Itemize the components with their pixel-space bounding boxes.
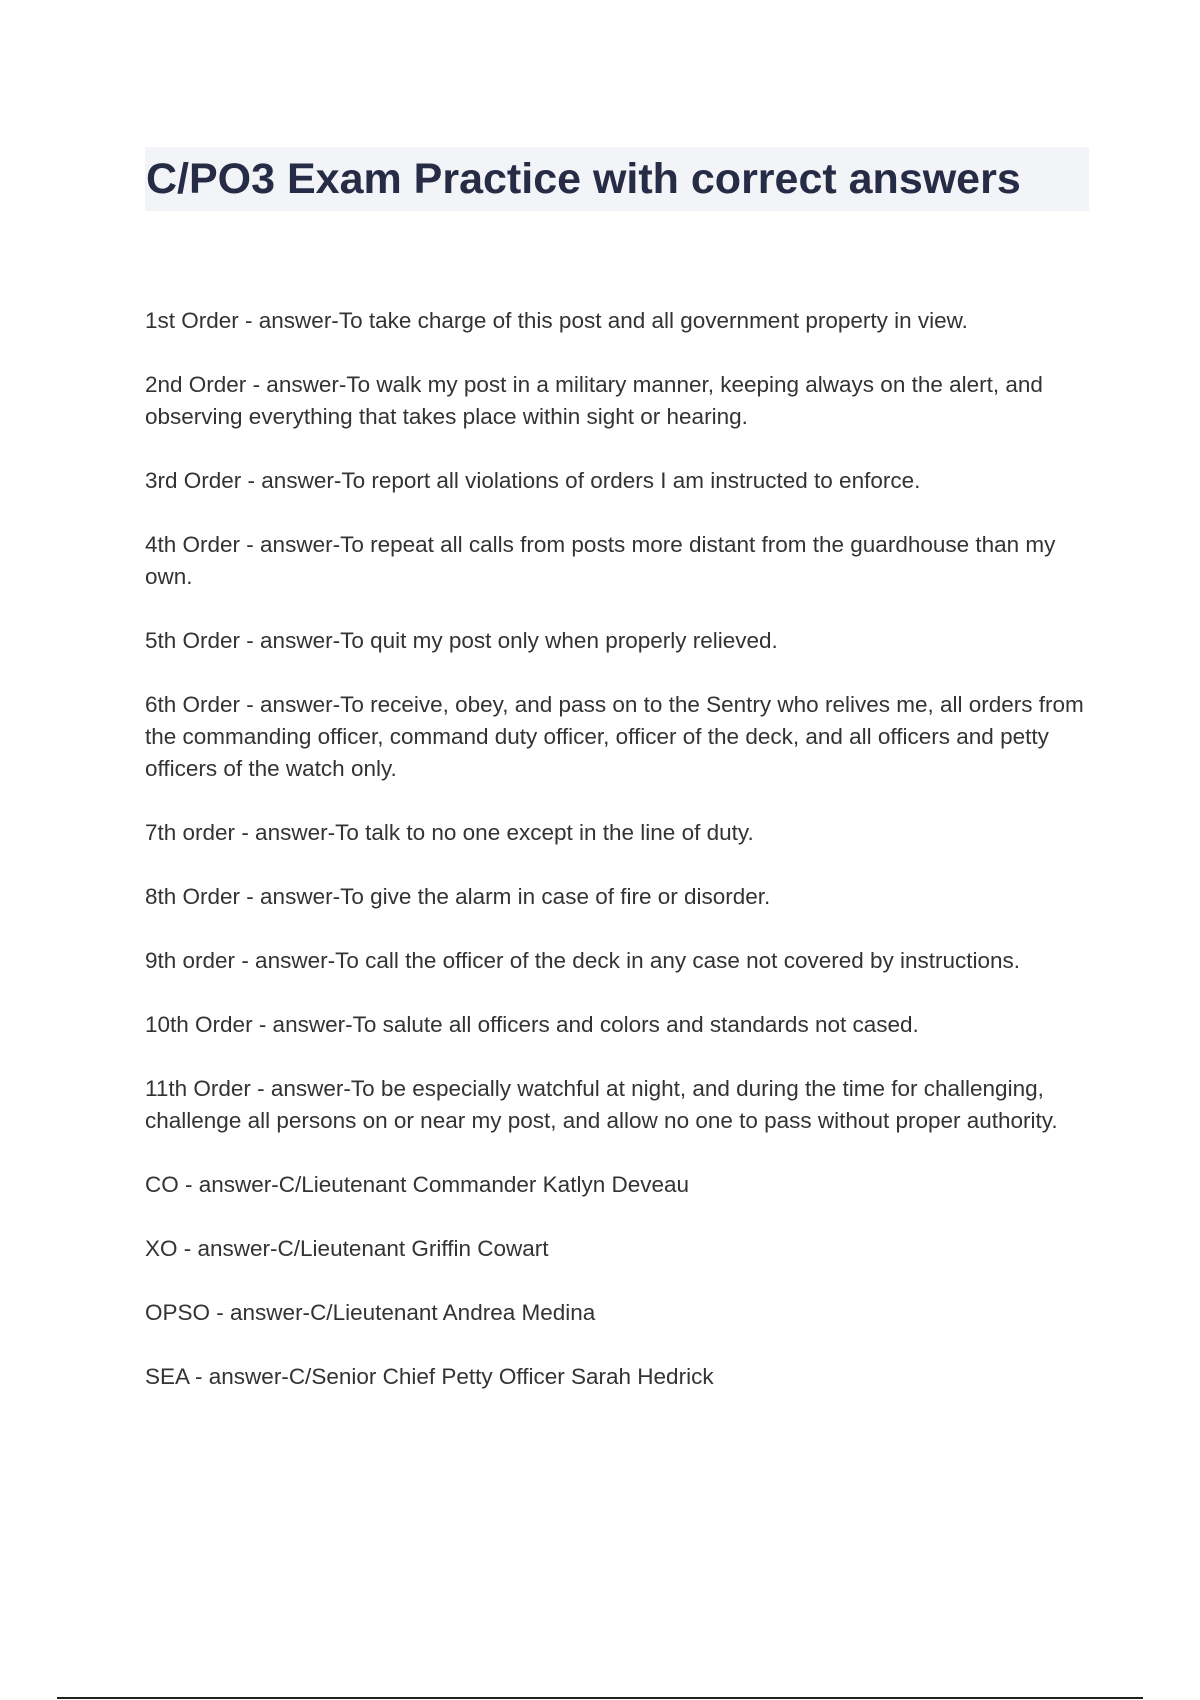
qa-separator: - answer- [240,628,341,653]
qa-question: 1st Order [145,308,239,333]
qa-question: 10th Order [145,1012,253,1037]
qa-answer: To repeat all calls from posts more distant from the guardhouse than my own. [145,532,1056,589]
qa-question: 6th Order [145,692,241,717]
qa-item [145,1233,1095,1265]
qa-question: 9th order [145,948,236,973]
qa-answer: To take charge of this post and all government property in view. [338,308,968,333]
qa-item [145,689,1095,785]
qa-answer: To talk to no one except in the line of duty. [335,820,754,845]
qa-question: OPSO [145,1300,211,1325]
qa-answer: To salute all officers and colors and standards not cased. [352,1012,919,1037]
qa-item [145,881,1095,913]
qa-answer: To call the officer of the deck in any case not covered by instructions. [335,948,1021,973]
qa-item [145,625,1095,657]
qa-answer: C/Lieutenant Griffin Cowart [277,1236,549,1261]
qa-item [145,1073,1095,1137]
qa-answer: C/Lieutenant Commander Katlyn Deveau [278,1172,690,1197]
footer-divider [57,1697,1143,1699]
qa-question: CO [145,1172,179,1197]
qa-separator: - answer- [240,692,341,717]
qa-separator: - answer- [235,948,336,973]
qa-item [145,1361,1095,1393]
qa-answer: To quit my post only when properly relieved. [340,628,778,653]
qa-item [145,1009,1095,1041]
qa-question: SEA [145,1364,189,1389]
qa-separator: - answer- [188,1364,289,1389]
qa-separator: - answer- [177,1236,278,1261]
qa-question: 7th order [145,820,236,845]
qa-question: 4th Order [145,532,241,557]
qa-item [145,529,1095,593]
qa-item [145,1297,1095,1329]
qa-question: 8th Order [145,884,241,909]
qa-list [145,305,1095,1425]
qa-answer: To receive, obey, and pass on to the Sentry who relives me, all orders from the commanding officer, command duty officer, officer of the deck, and all officers and petty officers of the watch only. [145,692,1084,781]
page-title: C/PO3 Exam Practice with correct answers [146,155,1021,203]
qa-question: 3rd Order [145,468,242,493]
qa-item [145,305,1095,337]
qa-item [145,817,1095,849]
qa-separator: - answer- [210,1300,311,1325]
qa-answer: C/Senior Chief Petty Officer Sarah Hedrick [288,1364,714,1389]
qa-separator: - answer- [240,532,341,557]
qa-question: 11th Order [145,1076,251,1101]
qa-answer: To walk my post in a military manner, keeping always on the alert, and observing everything that takes place within sight or hearing. [145,372,1043,429]
qa-item [145,945,1095,977]
qa-separator: - answer- [238,308,339,333]
qa-answer: To report all violations of orders I am instructed to enforce. [341,468,921,493]
qa-separator: - answer- [250,1076,351,1101]
qa-separator: - answer- [246,372,347,397]
title-banner [145,147,1089,211]
qa-item [145,369,1095,433]
qa-answer: C/Lieutenant Andrea Medina [310,1300,596,1325]
qa-separator: - answer- [178,1172,279,1197]
qa-separator: - answer- [252,1012,353,1037]
qa-answer: To give the alarm in case of fire or disorder. [340,884,771,909]
qa-separator: - answer- [241,468,342,493]
qa-separator: - answer- [235,820,336,845]
qa-item [145,465,1095,497]
qa-question: 2nd Order [145,372,247,397]
qa-question: 5th Order [145,628,241,653]
qa-answer: To be especially watchful at night, and during the time for challenging, challenge all persons on or near my post, and allow no one to pass without proper authority. [145,1076,1058,1133]
qa-question: XO [145,1236,178,1261]
qa-separator: - answer- [240,884,341,909]
qa-item [145,1169,1095,1201]
